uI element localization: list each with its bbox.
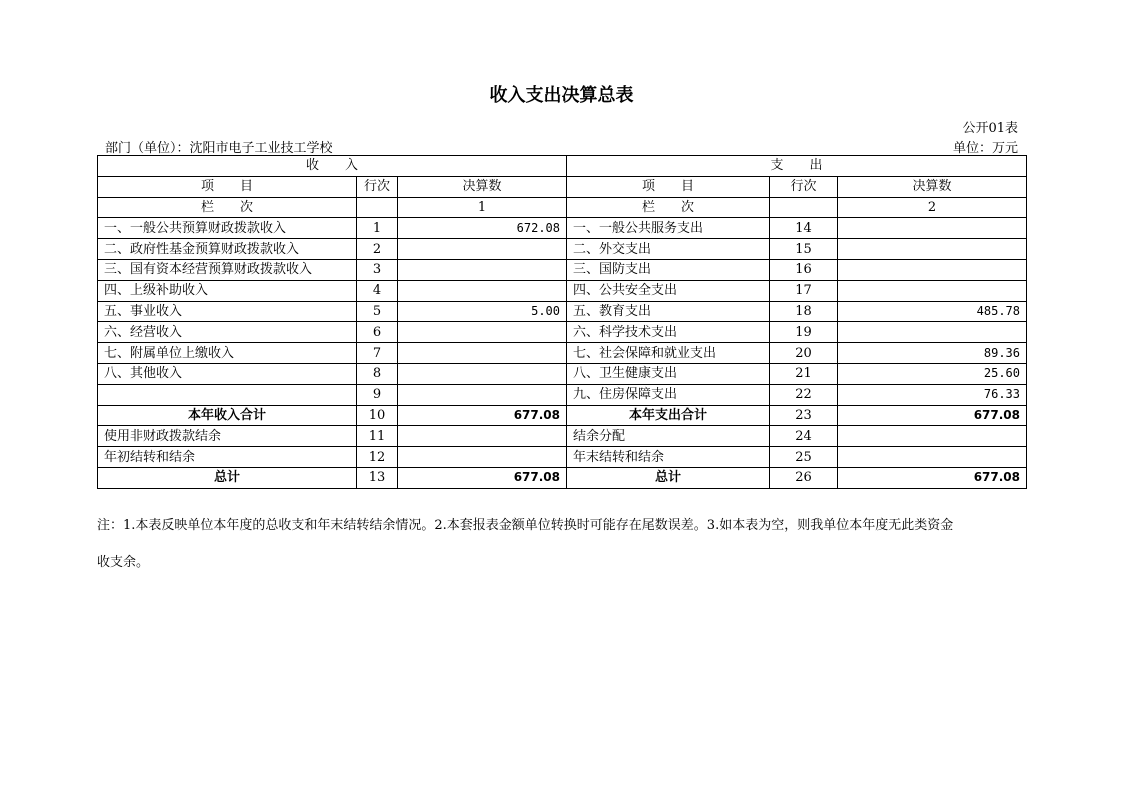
table-row <box>98 280 1027 301</box>
column-header-row <box>98 176 1027 197</box>
expense-row-no: 25 <box>770 447 838 468</box>
income-column-label: 栏 次 <box>98 197 357 218</box>
income-row-no: 5 <box>357 301 398 322</box>
income-item: 三、国有资本经营预算财政拨款收入 <box>98 259 357 280</box>
total-row <box>98 467 1027 488</box>
expense-row-no: 21 <box>770 363 838 384</box>
table-row <box>98 426 1027 447</box>
expense-amount: 25.60 <box>838 363 1027 384</box>
table-row <box>98 447 1027 468</box>
income-column-index: 1 <box>398 197 567 218</box>
table-row <box>98 384 1027 405</box>
income-amount <box>398 280 567 301</box>
expense-row-no: 20 <box>770 343 838 364</box>
income-row-no: 4 <box>357 280 398 301</box>
expense-item-header: 项 目 <box>567 176 770 197</box>
expense-amount <box>838 239 1027 260</box>
income-amount <box>398 426 567 447</box>
expense-section-header: 支 出 <box>567 156 1027 177</box>
income-item <box>98 384 357 405</box>
table-row <box>98 363 1027 384</box>
unit-label: 单位：万元 <box>952 141 1018 156</box>
income-row-no: 1 <box>357 218 398 239</box>
expense-item: 八、卫生健康支出 <box>567 363 770 384</box>
income-amount <box>398 384 567 405</box>
expense-item: 结余分配 <box>567 426 770 447</box>
income-amount: 672.08 <box>398 218 567 239</box>
income-row-no: 8 <box>357 363 398 384</box>
expense-row-no: 26 <box>770 467 838 488</box>
income-item: 八、其他收入 <box>98 363 357 384</box>
income-amount <box>398 259 567 280</box>
income-amount: 677.08 <box>398 405 567 426</box>
table-row <box>98 322 1027 343</box>
income-row-no: 9 <box>357 384 398 405</box>
expense-amount <box>838 426 1027 447</box>
income-row-no: 11 <box>357 426 398 447</box>
footnote-line-2: 收支余。 <box>97 555 150 570</box>
expense-row-no: 18 <box>770 301 838 322</box>
footnote-line-1: 注：1.本表反映单位本年度的总收支和年末结转结余情况。2.本套报表金额单位转换时可能存在尾数误差。3.如本表为空，则我单位本年度无此类资金 <box>97 518 954 533</box>
income-row-no: 13 <box>357 467 398 488</box>
expense-amount <box>838 447 1027 468</box>
department-label: 部门（单位）：沈阳市电子工业技工学校 <box>105 141 333 156</box>
income-item: 一、一般公共预算财政拨款收入 <box>98 218 357 239</box>
expense-row-no: 16 <box>770 259 838 280</box>
expense-row-no-header: 行次 <box>770 176 838 197</box>
expense-amount <box>838 280 1027 301</box>
column-index-row <box>98 197 1027 218</box>
income-row-no: 6 <box>357 322 398 343</box>
table-row <box>98 259 1027 280</box>
income-row-no: 3 <box>357 259 398 280</box>
expense-item: 六、科学技术支出 <box>567 322 770 343</box>
expense-item: 本年支出合计 <box>567 405 770 426</box>
income-item: 六、经营收入 <box>98 322 357 343</box>
subtotal-row <box>98 405 1027 426</box>
empty-cell <box>770 197 838 218</box>
expense-item: 年末结转和结余 <box>567 447 770 468</box>
table-row <box>98 218 1027 239</box>
income-amount-header: 决算数 <box>398 176 567 197</box>
income-item: 五、事业收入 <box>98 301 357 322</box>
expense-row-no: 24 <box>770 426 838 447</box>
income-row-no: 12 <box>357 447 398 468</box>
empty-cell <box>357 197 398 218</box>
income-row-no: 10 <box>357 405 398 426</box>
expense-row-no: 17 <box>770 280 838 301</box>
expense-amount <box>838 322 1027 343</box>
expense-row-no: 15 <box>770 239 838 260</box>
page-title: 收入支出决算总表 <box>489 85 634 106</box>
expense-item: 四、公共安全支出 <box>567 280 770 301</box>
income-amount <box>398 239 567 260</box>
income-amount <box>398 343 567 364</box>
income-section-header: 收 入 <box>98 156 567 177</box>
income-item: 年初结转和结余 <box>98 447 357 468</box>
income-amount: 677.08 <box>398 467 567 488</box>
income-item: 二、政府性基金预算财政拨款收入 <box>98 239 357 260</box>
expense-row-no: 14 <box>770 218 838 239</box>
income-amount <box>398 447 567 468</box>
income-row-no: 2 <box>357 239 398 260</box>
income-row-no: 7 <box>357 343 398 364</box>
expense-amount: 76.33 <box>838 384 1027 405</box>
income-item: 七、附属单位上缴收入 <box>98 343 357 364</box>
expense-item: 总计 <box>567 467 770 488</box>
income-row-no-header: 行次 <box>357 176 398 197</box>
section-header-row <box>98 156 1027 177</box>
income-item: 使用非财政拨款结余 <box>98 426 357 447</box>
expense-column-label: 栏 次 <box>567 197 770 218</box>
form-code: 公开01表 <box>962 121 1018 136</box>
income-item: 总计 <box>98 467 357 488</box>
expense-item: 七、社会保障和就业支出 <box>567 343 770 364</box>
income-expense-table <box>97 155 1027 489</box>
expense-row-no: 22 <box>770 384 838 405</box>
expense-item: 二、外交支出 <box>567 239 770 260</box>
expense-column-index: 2 <box>838 197 1027 218</box>
expense-amount <box>838 218 1027 239</box>
income-item: 本年收入合计 <box>98 405 357 426</box>
income-amount <box>398 322 567 343</box>
expense-amount <box>838 259 1027 280</box>
expense-row-no: 19 <box>770 322 838 343</box>
expense-item: 五、教育支出 <box>567 301 770 322</box>
table-row <box>98 239 1027 260</box>
income-item: 四、上级补助收入 <box>98 280 357 301</box>
footnote <box>97 507 1026 581</box>
table-row <box>98 343 1027 364</box>
expense-item: 三、国防支出 <box>567 259 770 280</box>
expense-row-no: 23 <box>770 405 838 426</box>
expense-item: 九、住房保障支出 <box>567 384 770 405</box>
table-row <box>98 301 1027 322</box>
expense-amount: 677.08 <box>838 467 1027 488</box>
income-amount: 5.00 <box>398 301 567 322</box>
expense-amount: 677.08 <box>838 405 1027 426</box>
expense-item: 一、一般公共服务支出 <box>567 218 770 239</box>
expense-amount-header: 决算数 <box>838 176 1027 197</box>
income-item-header: 项 目 <box>98 176 357 197</box>
income-amount <box>398 363 567 384</box>
expense-amount: 89.36 <box>838 343 1027 364</box>
expense-amount: 485.78 <box>838 301 1027 322</box>
